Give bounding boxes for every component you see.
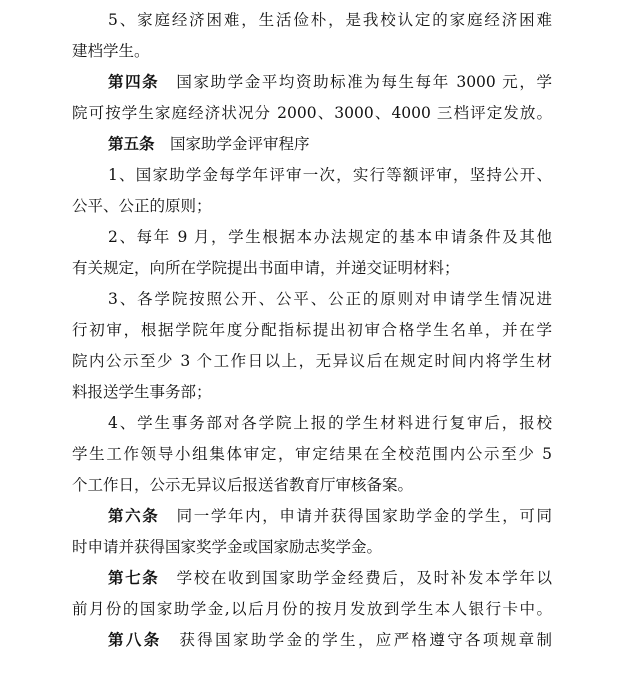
text-line: 4、学生事务部对各学院上报的学生材料进行复审后，报校 bbox=[108, 414, 552, 432]
article-6-line: 第六条 同一学年内，申请并获得国家助学金的学生，可同 bbox=[108, 507, 552, 525]
article-4-line: 第四条 国家助学金平均资助标准为每生每年 3000 元，学 bbox=[108, 73, 552, 91]
article-6-heading: 第六条 bbox=[108, 507, 160, 525]
text-line: 个工作日，公示无异议后报送省教育厅审核备案。 bbox=[72, 476, 414, 494]
text-line: 1、国家助学金每学年评审一次，实行等额评审，坚持公开、 bbox=[108, 166, 552, 184]
text-line: 有关规定，向所在学院提出书面申请，并递交证明材料； bbox=[72, 259, 460, 277]
article-4-heading: 第四条 bbox=[108, 73, 160, 91]
text-line: 料报送学生事务部； bbox=[72, 383, 212, 401]
text-line: 建档学生。 bbox=[72, 42, 150, 60]
article-7-heading: 第七条 bbox=[108, 569, 160, 587]
article-7-line: 第七条 学校在收到国家助学金经费后，及时补发本学年以 bbox=[108, 569, 552, 587]
text-line: 院可按学生家庭经济状况分 2000、3000、4000 三档评定发放。 bbox=[72, 104, 552, 122]
article-8-line: 第八条 获得国家助学金的学生，应严格遵守各项规章制 bbox=[108, 631, 552, 649]
text-line: 3、各学院按照公开、公平、公正的原则对申请学生情况进 bbox=[108, 290, 552, 308]
text-line: 公平、公正的原则； bbox=[72, 197, 212, 215]
text-line: 学生工作领导小组集体审定，审定结果在全校范围内公示至少 5 bbox=[72, 445, 552, 463]
text-line: 前月份的国家助学金,以后月份的按月发放到学生本人银行卡中。 bbox=[72, 600, 552, 618]
text-line: 5、家庭经济困难，生活俭朴，是我校认定的家庭经济困难 bbox=[108, 11, 552, 29]
text-line: 行初审，根据学院年度分配指标提出初审合格学生名单，并在学 bbox=[72, 321, 552, 339]
text-line: 2、每年 9 月，学生根据本办法规定的基本申请条件及其他 bbox=[108, 228, 552, 246]
text-line: 时申请并获得国家奖学金或国家励志奖学金。 bbox=[72, 538, 383, 556]
article-5-line: 第五条 国家助学金评审程序 bbox=[108, 135, 310, 153]
article-8-heading: 第八条 bbox=[108, 631, 162, 649]
text-line: 院内公示至少 3 个工作日以上，无异议后在规定时间内将学生材 bbox=[72, 352, 552, 370]
article-5-heading: 第五条 bbox=[108, 135, 155, 153]
